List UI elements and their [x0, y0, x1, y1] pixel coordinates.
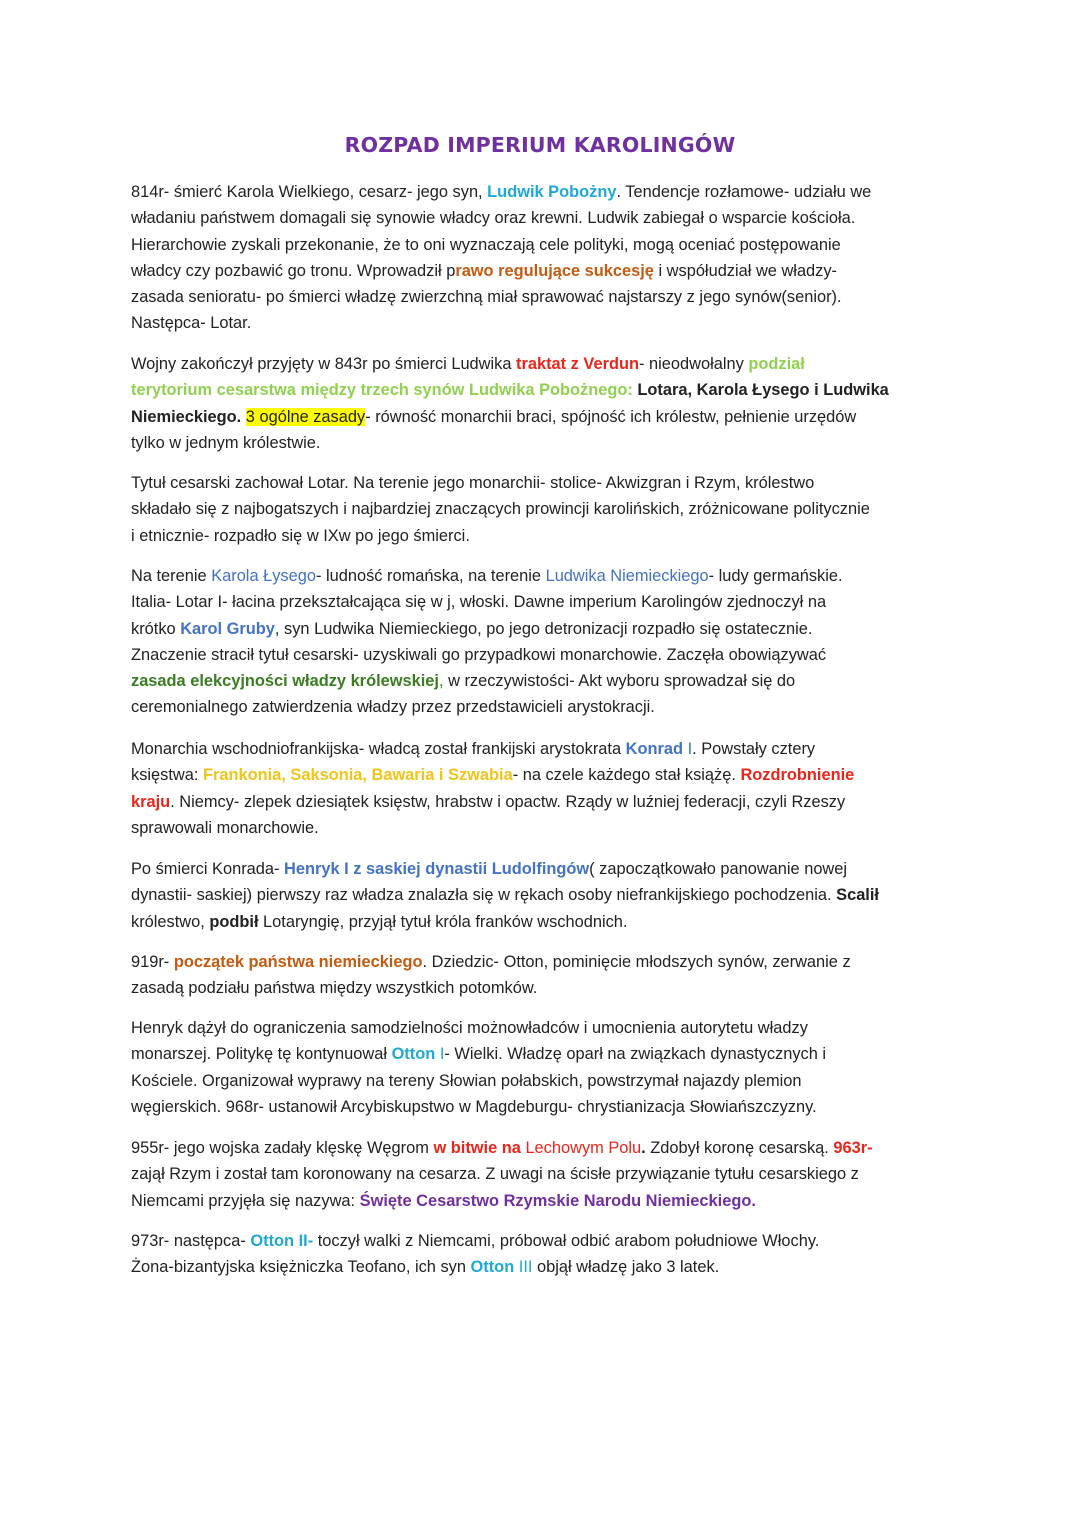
emphasized-text: Ludwik Pobożny	[487, 183, 617, 201]
text-line	[131, 762, 956, 788]
emphasized-text: Karola Łysego	[211, 567, 316, 585]
text-run: monarszej. Politykę tę kontynuował	[131, 1045, 392, 1064]
emphasized-text: Święte Cesarstwo Rzymskie Narodu Niemieckiego.	[359, 1191, 756, 1210]
text-run: , syn Ludwika Niemieckiego, po jego detronizacji rozpadło się ostatecznie.	[274, 619, 813, 638]
emphasized-text: Niemieckiego.	[131, 407, 242, 426]
text-line	[131, 205, 956, 231]
emphasized-text: ,	[438, 672, 444, 691]
page-title: ROZPAD IMPERIUM KAROLINGÓW	[344, 133, 736, 157]
text-run: tylko w jednym królestwie.	[131, 433, 321, 452]
text-run: składało się z najbogatszych i najbardziej znaczących prowincji karolińskich, zróżnicowane politycznie	[131, 500, 870, 519]
text-line	[131, 1188, 956, 1214]
text-run: i współudział we władzy-	[653, 261, 838, 280]
text-run: Wojny zakończył przyjęty w 843r po śmierci Ludwika	[131, 355, 517, 373]
text-line	[131, 789, 956, 815]
text-line	[131, 284, 956, 310]
emphasized-text: rawo regulujące sukcesję	[455, 261, 654, 280]
text-run: i etnicznie- rozpadło się w IXw po jego śmierci.	[131, 526, 470, 545]
emphasized-text: w bitwie na	[433, 1139, 521, 1157]
text-run: Henryk dążył do ograniczenia samodzielności możnowładców i umocnienia autorytetu władzy	[131, 1019, 808, 1037]
emphasized-text: podział	[748, 355, 805, 373]
text-run: w rzeczywistości- Akt wyboru sprowadzał się do	[443, 672, 796, 691]
text-run: krótko	[131, 619, 181, 638]
text-line	[131, 496, 956, 522]
paragraph-8	[131, 1015, 956, 1120]
text-line	[131, 882, 956, 908]
text-line	[131, 1015, 956, 1041]
text-line	[131, 377, 956, 403]
text-line	[131, 523, 956, 549]
emphasized-text: początek państwa niemieckiego	[173, 953, 423, 971]
text-line	[131, 1161, 956, 1187]
emphasized-text: Lechowym Polu	[520, 1139, 642, 1157]
text-run: Żona-bizantyjska księżniczka Teofano, ich syn	[131, 1258, 471, 1277]
text-line	[131, 1068, 956, 1094]
emphasized-text: Frankonia, Saksonia, Bawaria i Szwabia	[202, 766, 513, 785]
text-run: Italia- Lotar I- łacina przekształcająca się w j, włoski. Dawne imperium Karolingów zjednoczył na	[131, 593, 827, 612]
emphasized-text: Konrad	[625, 740, 684, 758]
emphasized-text: kraju	[131, 792, 171, 811]
text-line	[131, 351, 956, 377]
text-run: Kościele. Organizował wyprawy na tereny Słowian połabskich, powstrzymał najazdy plemion	[131, 1071, 802, 1090]
text-line	[131, 694, 956, 720]
emphasized-text: terytorium cesarstwa między trzech synów Ludwika Pobożnego:	[131, 381, 633, 400]
text-line	[131, 1254, 956, 1280]
emphasized-text: Ludwika Niemieckiego	[545, 567, 709, 585]
text-line	[131, 232, 956, 258]
text-line	[131, 179, 956, 205]
text-line	[131, 404, 956, 430]
emphasized-text: Otton	[391, 1045, 436, 1064]
text-run: - ludy germańskie.	[708, 567, 843, 585]
paragraph-7	[131, 949, 956, 1002]
emphasized-text: podbił	[209, 912, 259, 931]
emphasized-text: 3 ogólne zasady	[245, 407, 366, 426]
text-line	[131, 258, 956, 284]
paragraph-1	[131, 179, 956, 337]
text-run: - równość monarchii braci, spójność ich królestw, pełnienie urzędów	[365, 407, 857, 426]
emphasized-text: Otton	[470, 1258, 515, 1277]
emphasized-text: Rozdrobnienie	[740, 766, 855, 785]
text-run: ceremonialnego zatwierdzenia władzy przez przedstawicieli arystokracji.	[131, 698, 655, 717]
text-run: sprawowali monarchowie.	[131, 818, 319, 837]
text-line	[131, 975, 956, 1001]
emphasized-text: zasada elekcyjności władzy królewskiej	[131, 672, 439, 691]
emphasized-text: 963r-	[833, 1139, 873, 1157]
text-line	[131, 310, 956, 336]
text-run: Niemcami przyjęła się nazywa:	[131, 1191, 360, 1210]
text-line	[131, 1094, 956, 1120]
text-run: zasada senioratu- po śmierci władzę zwierzchną miał sprawować najstarszy z jego synów(senior).	[131, 288, 842, 307]
text-run: ( zapoczątkowało panowanie nowej	[589, 860, 848, 878]
text-run: - ludność romańska, na terenie	[315, 567, 546, 585]
text-run: - na czele każdego stał książę.	[512, 766, 741, 785]
text-line	[131, 909, 956, 935]
emphasized-text: Scalił	[836, 886, 879, 905]
text-run: Hierarchowie zyskali przekonanie, że to oni wyznaczają cele polityki, mogą oceniać postępowanie	[131, 235, 841, 254]
emphasized-text: traktat z Verdun	[516, 355, 639, 373]
paragraph-4	[131, 563, 956, 721]
text-run: . Powstały cztery	[692, 740, 816, 758]
emphasized-text: .	[641, 1139, 646, 1157]
text-run: Zdobył koronę cesarską.	[645, 1139, 834, 1157]
text-run: 973r- następca-	[131, 1232, 251, 1250]
paragraph-9	[131, 1135, 956, 1214]
text-run: Następca- Lotar.	[131, 314, 252, 333]
text-line	[131, 616, 956, 642]
text-line	[131, 668, 956, 694]
text-run: - nieodwołalny	[639, 355, 749, 373]
text-run: 919r-	[131, 953, 174, 971]
text-run: Lotaryngię, przyjął tytuł króla franków wschodnich.	[258, 912, 628, 931]
text-line	[131, 815, 956, 841]
paragraph-10	[131, 1228, 956, 1281]
text-run: - Wielki. Władzę oparł na związkach dynastycznych i	[444, 1045, 827, 1064]
emphasized-text: I	[683, 740, 693, 758]
text-run: dynastii- saskiej) pierwszy raz władza znalazła się w rękach osoby niefrankijskiego pochodzenia.	[131, 886, 837, 905]
text-run: objął władzę jako 3 latek.	[532, 1258, 720, 1277]
text-run: 814r- śmierć Karola Wielkiego, cesarz- jego syn,	[131, 183, 488, 201]
text-run: Monarchia wschodniofrankijska- władcą został frankijski arystokrata	[131, 740, 626, 758]
text-line	[131, 430, 956, 456]
text-line	[131, 949, 956, 975]
text-line	[131, 642, 956, 668]
text-run: zasadą podziału państwa między wszystkich potomków.	[131, 979, 538, 998]
text-run: 955r- jego wojska zadały klęskę Węgrom	[131, 1139, 434, 1157]
paragraph-2	[131, 351, 956, 456]
text-run: władaniu państwem domagali się synowie władcy oraz krewni. Ludwik zabiegał o wsparcie kościoła.	[131, 209, 856, 228]
text-run: . Niemcy- zlepek dziesiątek księstw, hrabstw i opactw. Rządy w luźniej federacji, czyli Rzeszy	[170, 792, 846, 811]
text-run: Na terenie	[131, 567, 212, 585]
text-line	[131, 589, 956, 615]
text-line	[131, 470, 956, 496]
text-run: królestwo,	[131, 912, 210, 931]
text-line	[131, 1041, 956, 1067]
text-line	[131, 856, 956, 882]
text-run: władcy czy pozbawić go tronu. Wprowadził p	[131, 261, 456, 280]
text-line	[131, 1135, 956, 1161]
paragraph-5	[131, 736, 956, 841]
text-run: księstwa:	[131, 766, 203, 785]
text-run: . Dziedzic- Otton, pominięcie młodszych synów, zerwanie z	[422, 953, 851, 971]
emphasized-text: I	[435, 1045, 445, 1064]
text-run: Po śmierci Konrada-	[131, 860, 285, 878]
emphasized-text: Karol Gruby	[180, 619, 275, 638]
emphasized-text: Lotara, Karola Łysego i Ludwika	[632, 381, 889, 400]
text-run: węgierskich. 968r- ustanowił Arcybiskupstwo w Magdeburgu- chrystianizacja Słowiańszczyzny.	[131, 1097, 817, 1116]
text-run: zajął Rzym i został tam koronowany na cesarza. Z uwagi na ścisłe przywiązanie tytułu cesarskiego z	[131, 1165, 859, 1184]
emphasized-text: Otton II-	[250, 1232, 314, 1250]
paragraph-3	[131, 470, 956, 549]
text-line	[131, 736, 956, 762]
text-run: Tytuł cesarski zachował Lotar. Na terenie jego monarchii- stolice- Akwizgran i Rzym, królestwo	[131, 474, 815, 492]
text-run: . Tendencje rozłamowe- udziału we	[616, 183, 872, 201]
text-run: toczył walki z Niemcami, próbował odbić arabom południowe Włochy.	[313, 1232, 820, 1250]
text-run: Znaczenie stracił tytuł cesarski- uzyskiwali go przypadkowi monarchowie. Zaczęła obowiązywać	[131, 645, 827, 664]
emphasized-text: III	[514, 1258, 533, 1277]
paragraph-6	[131, 856, 956, 935]
text-line	[131, 563, 956, 589]
text-line	[131, 1228, 956, 1254]
emphasized-text: Henryk I z saskiej dynastii Ludolfingów	[284, 860, 590, 878]
